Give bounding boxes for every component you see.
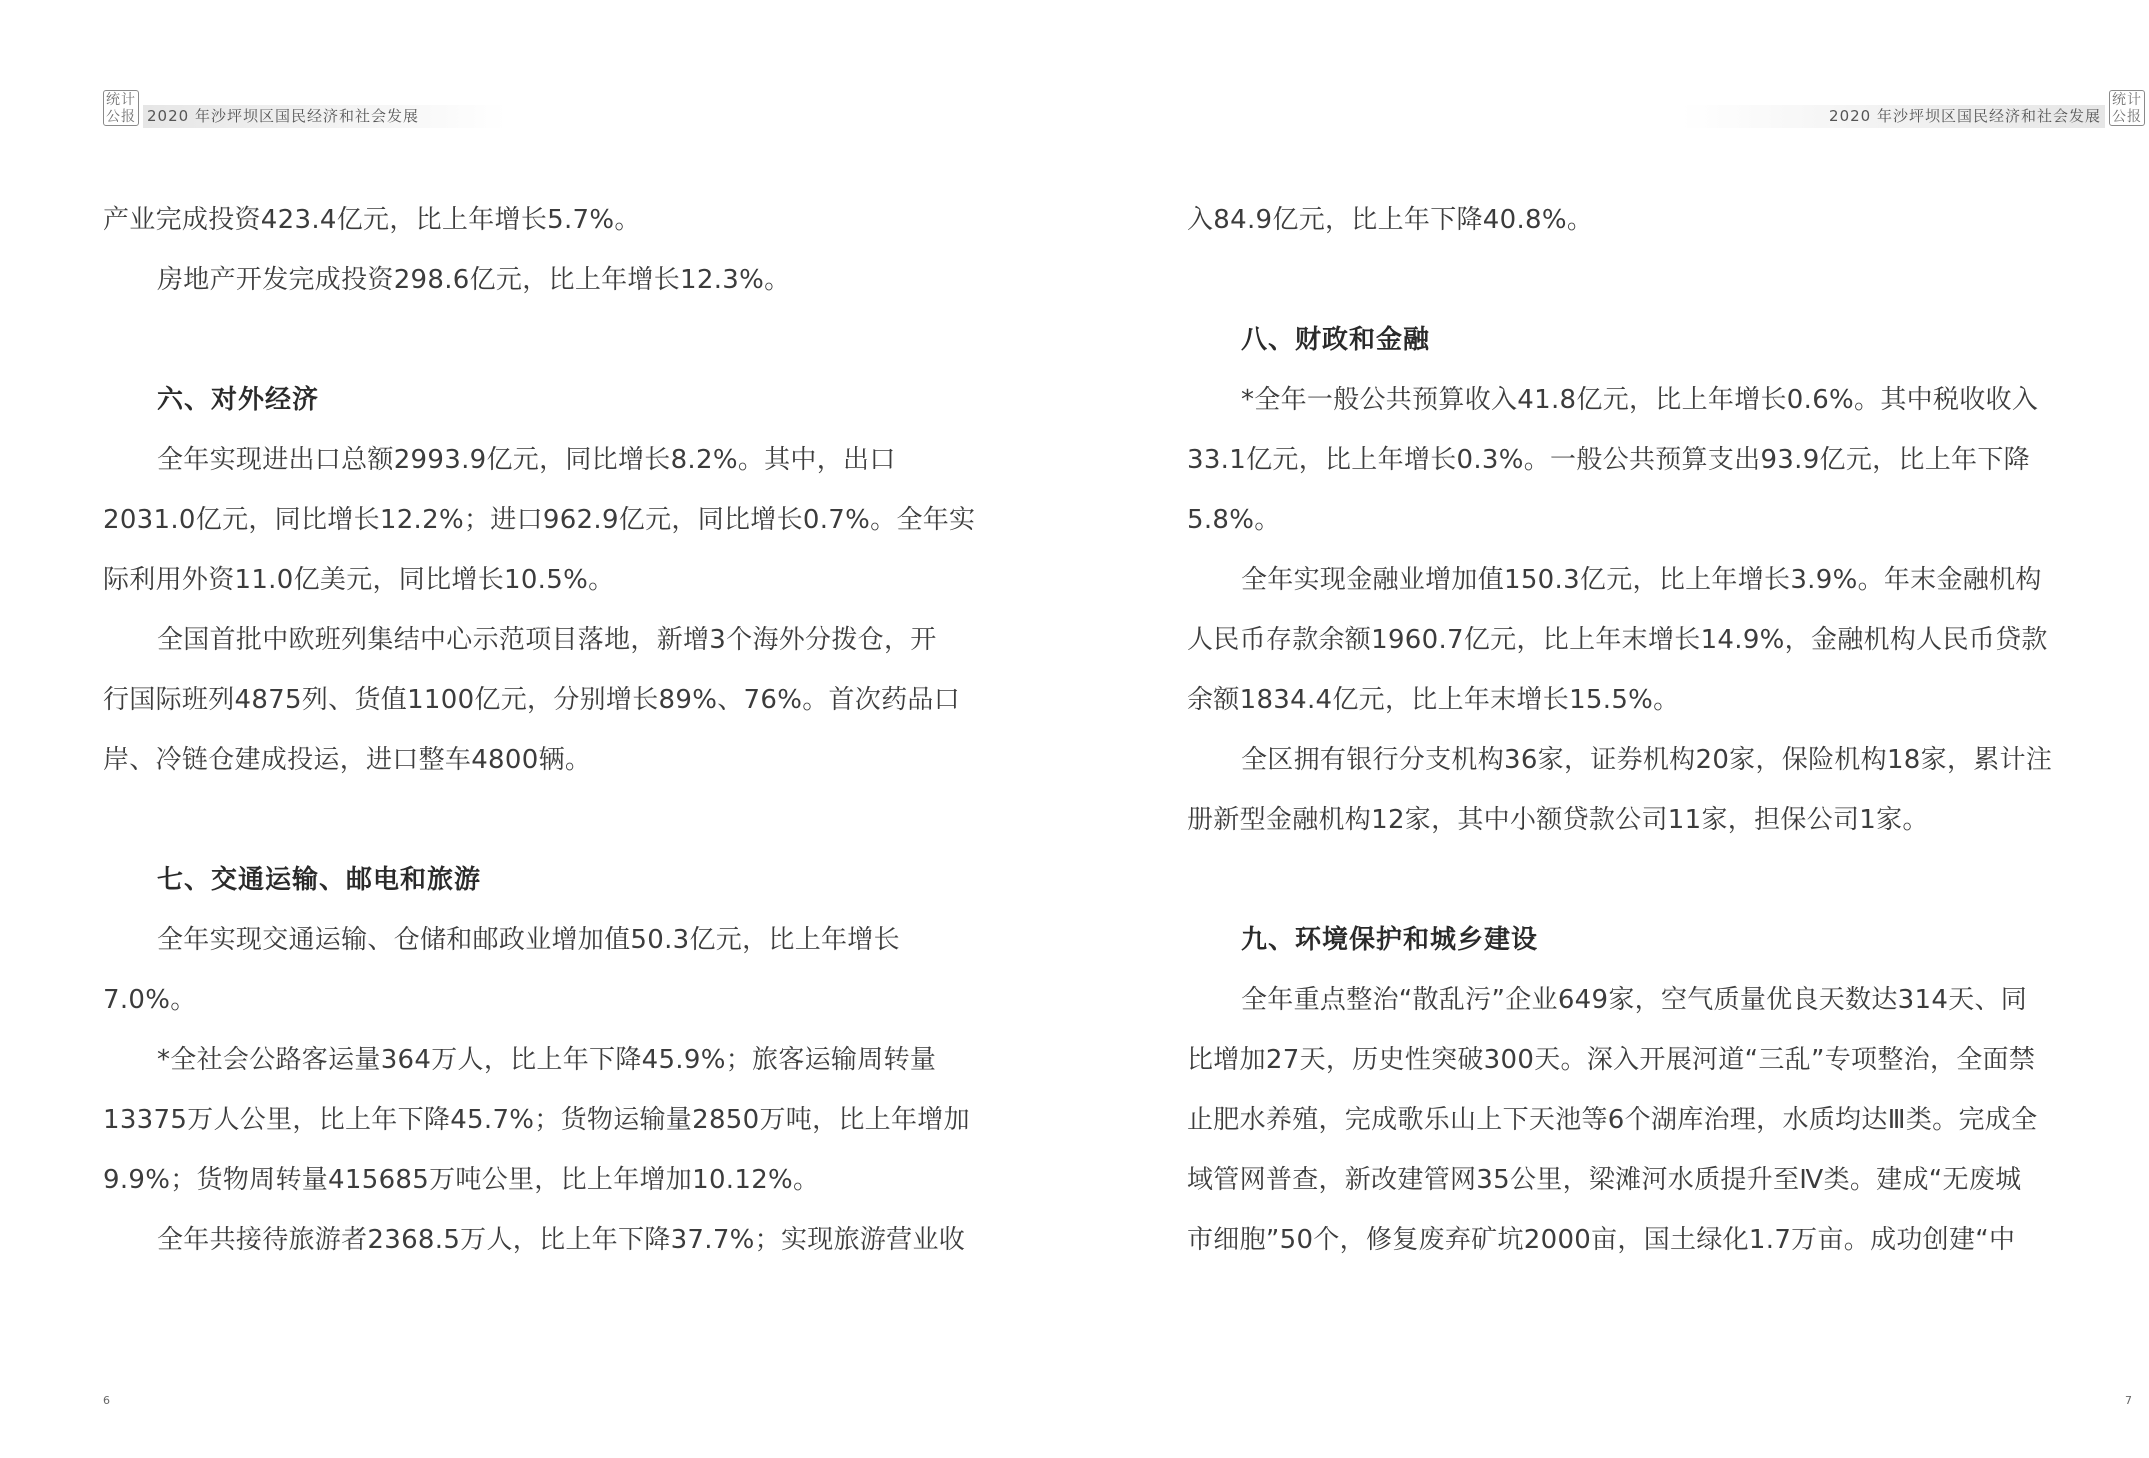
text-line: *全社会公路客运量364万人，比上年下降45.9%；旅客运输周转量: [157, 1045, 937, 1075]
badge-line-2: 公报: [2112, 109, 2142, 125]
text-line: 5.8%。: [1187, 505, 1281, 535]
text-line: 行国际班列4875列、货值1100亿元，分别增长89%、76%。首次药品口: [103, 685, 961, 715]
left-page: [0, 0, 1074, 1458]
text-line: 比增加27天，历史性突破300天。深入开展河道“三乱”专项整治，全面禁: [1187, 1045, 2036, 1075]
section-heading-finance: 八、财政和金融: [1241, 325, 1431, 355]
running-header: [103, 90, 523, 130]
right-page: [1075, 0, 2149, 1458]
text-line: 13375万人公里，比上年下降45.7%；货物运输量2850万吨，比上年增加: [103, 1105, 970, 1135]
bulletin-badge: [2109, 90, 2145, 126]
text-line: 全年实现进出口总额2993.9亿元，同比增长8.2%。其中，出口: [157, 445, 896, 475]
text-line: 9.9%；货物周转量415685万吨公里，比上年增加10.12%。: [103, 1165, 820, 1195]
text-line: 域管网普查，新改建管网35公里，梁滩河水质提升至Ⅳ类。建成“无废城: [1187, 1165, 2022, 1195]
text-line: 2031.0亿元，同比增长12.2%；进口962.9亿元，同比增长0.7%。全年实: [103, 505, 976, 535]
text-line: 全国首批中欧班列集结中心示范项目落地，新增3个海外分拨仓，开: [157, 625, 937, 655]
badge-line-1: 统计: [2112, 92, 2142, 108]
badge-line-1: 统计: [106, 92, 136, 108]
text-line: 余额1834.4亿元，比上年末增长15.5%。: [1187, 685, 1680, 715]
text-line: *全年一般公共预算收入41.8亿元，比上年增长0.6%。其中税收收入: [1241, 385, 2039, 415]
text-line: 全年共接待旅游者2368.5万人，比上年下降37.7%；实现旅游营业收: [157, 1225, 966, 1255]
text-line: 入84.9亿元，比上年下降40.8%。: [1187, 205, 1594, 235]
text-line: 全年实现交通运输、仓储和邮政业增加值50.3亿元，比上年增长: [157, 925, 900, 955]
section-heading-foreign-economy: 六、对外经济: [157, 385, 320, 415]
text-line: 7.0%。: [103, 985, 197, 1015]
text-line: 产业完成投资423.4亿元，比上年增长5.7%。: [103, 205, 641, 235]
running-header: [1645, 90, 2145, 130]
right-page-body: [1187, 190, 2067, 1270]
page-number: 6: [103, 1394, 110, 1407]
left-page-body: [103, 190, 983, 1270]
text-line: 33.1亿元，比上年增长0.3%。一般公共预算支出93.9亿元，比上年下降: [1187, 445, 2030, 475]
text-line: 房地产开发完成投资298.6亿元，比上年增长12.3%。: [157, 265, 791, 295]
page-number: 7: [2125, 1394, 2132, 1407]
section-heading-transport: 七、交通运输、邮电和旅游: [157, 865, 482, 895]
text-line: 岸、冷链仓建成投运，进口整车4800辆。: [103, 745, 592, 775]
text-line: 全年实现金融业增加值150.3亿元，比上年增长3.9%。年末金融机构: [1241, 565, 2042, 595]
header-title: 2020 年沙坪坝区国民经济和社会发展: [143, 105, 507, 128]
bulletin-badge: [103, 90, 139, 126]
text-line: 止肥水养殖，完成歌乐山上下天池等6个湖库治理，水质均达Ⅲ类。完成全: [1187, 1105, 2038, 1135]
text-line: 市细胞”50个，修复废弃矿坑2000亩，国土绿化1.7万亩。成功创建“中: [1187, 1225, 2016, 1255]
header-title: 2020 年沙坪坝区国民经济和社会发展: [1681, 105, 2105, 128]
section-heading-environment: 九、环境保护和城乡建设: [1241, 925, 1539, 955]
text-line: 人民币存款余额1960.7亿元，比上年末增长14.9%，金融机构人民币贷款: [1187, 625, 2048, 655]
text-line: 际利用外资11.0亿美元，同比增长10.5%。: [103, 565, 615, 595]
text-line: 全年重点整治“散乱污”企业649家，空气质量优良天数达314天、同: [1241, 985, 2028, 1015]
badge-line-2: 公报: [106, 109, 136, 125]
text-line: 全区拥有银行分支机构36家，证券机构20家，保险机构18家，累计注: [1241, 745, 2053, 775]
text-line: 册新型金融机构12家，其中小额贷款公司11家，担保公司1家。: [1187, 805, 1929, 835]
